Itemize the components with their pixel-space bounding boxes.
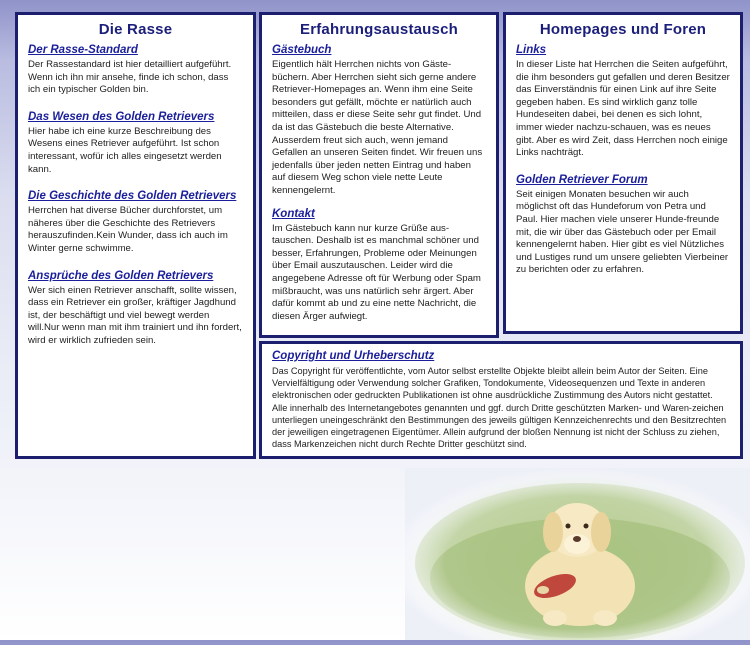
link-kontakt[interactable]: Kontakt <box>272 207 315 220</box>
section-text: Wer sich einen Retriever anschafft, sollte wissen, dass ein Retriever ein großer, kräftiger Jagdhund ist, der beschäftigt und viel bewegt werden will.Nur wenn man mit ihm trainiert und ihn fordert, wird er wirklich zufrieden sein. <box>28 284 242 346</box>
link-gaestebuch[interactable]: Gästebuch <box>272 44 332 56</box>
link-rasse-standard[interactable]: Der Rasse-Standard <box>28 44 138 56</box>
section-geschichte <box>28 190 243 255</box>
link-geschichte[interactable]: Die Geschichte des Golden Retrievers <box>28 190 237 203</box>
panel-homepages-foren <box>503 12 743 334</box>
section-rasse-standard <box>28 44 243 97</box>
panel-erfahrungsaustausch <box>259 12 499 338</box>
section-wesen <box>28 111 243 176</box>
link-links[interactable]: Links <box>516 44 547 56</box>
link-ansprueche[interactable]: Ansprüche des Golden Retrievers <box>28 269 214 282</box>
section-text: Seit einigen Monaten besuchen wir auch möglichst oft das Hundeforum von Petra und Paul. Hier machen viele unserer Hunde-freunde mit, die wir über das Gästebuch oder per Email kennengelernt haben. Hier gibt es viel Nützliches und Lustiges rund um unsere geliebten Vierbeiner zu berichten oder zu erfahren. <box>516 188 729 276</box>
copyright-text: Das Copyright für veröffentlichte, vom Autor selbst erstellte Objekte bleibt allein beim Autor der Seiten. Eine Vervielfältigung oder Verwendung solcher Grafiken, Tondokumente, Videosequenzen und Texte in anderen elektronischen oder gedruckten Publikationen ist ohne ausdrückliche Zustimmung des Autors nicht gestattet. Alle innerhalb des Internetangebotes genannten und ggf. durch Dritte geschützten Marken- und Waren-zeichen unterliegen uneingeschränkt den Bestimmungen des jeweils gültigen Kennzeichenrechts und den Besitzrechten der jeweiligen eingetragenen Eigentümer. Allein aufgrund der bloßen Nennung ist nicht der Schluss zu ziehen, dass Markenzeichen nicht durch Rechte Dritter geschützt sind. <box>272 366 727 450</box>
panel-copyright <box>259 341 743 459</box>
section-forum <box>516 174 730 277</box>
panel-title: Homepages und Foren <box>539 21 707 38</box>
link-wesen[interactable]: Das Wesen des Golden Retrievers <box>28 110 215 123</box>
section-text: Herrchen hat diverse Bücher durchforstet, um näheres über die Geschichte des Retrievers herauszufinden.Kein Wunder, dass ich auch im Winter gerne schwimme. <box>28 205 228 254</box>
golden-retriever-photo <box>405 468 750 640</box>
section-links <box>516 44 730 160</box>
dog-illustration-icon <box>405 468 750 640</box>
section-ansprueche <box>28 270 243 348</box>
link-forum[interactable]: Golden Retriever Forum <box>516 173 648 186</box>
section-text: In dieser Liste hat Herrchen die Seiten aufgeführt, die ihm besonders gut gefallen und deren Besitzer das Einverständnis für einen Link auf ihre Seite gegeben haben. Es sind wirklich ganz tolle Hundeseiten dabei, bei denen es sich lohnt, immer wieder nachzu-schauen, was es neues gibt. Aber es wird Zeit, dass Herrchen noch einige Links nachträgt. <box>516 59 730 159</box>
section-text: Der Rassestandard ist hier detailliert aufgeführt. Wenn ich ihn mir ansehe, finde ich schon, dass ich ein typischer Golden bin. <box>28 59 232 96</box>
section-text: Im Gästebuch kann nur kurze Grüße aus-tauschen. Deshalb ist es manchmal schöner und besser, Erfahrungen, Probleme oder Meinungen über Email auszutauschen. Leider wird die angegebene Adresse oft für Werbung oder Spam mißbraucht, was uns natürlich sehr ärgert. Aber dafür kommt ab und zu eine nette Nachricht, die diesen Ärger aufwiegt. <box>272 222 481 322</box>
panel-title: Erfahrungsaustausch <box>299 21 458 38</box>
section-text: Hier habe ich eine kurze Beschreibung des Wesens eines Retriever aufgeführt. Ist schon interessant, wofür ich alles eingesetzt werden kann. <box>28 125 222 175</box>
section-gaestebuch <box>272 44 486 198</box>
section-kontakt <box>272 208 486 324</box>
panel-die-rasse <box>15 12 256 459</box>
link-copyright[interactable]: Copyright und Urheberschutz <box>272 350 435 362</box>
panel-title: Die Rasse <box>98 21 173 38</box>
section-text: Eigentlich hält Herrchen nichts von Gäste-büchern. Aber Herrchen sieht sich gerne andere Retriever-Homepages an. Wenn ihm eine Seite besonders gut gefällt, möchte er natürlich auch mitteilen, dass er diese Seite sehr gut findet. Und da ist das Gästebuch die beste Alternative. Ausserdem freut sich auch, wenn jemand Gefallen an unseren Seiten findet. Wir freuen uns jedenfalls über jeden netten Eintrag und haben auf diesem Weg schon viele nette Leute kennengelernt. <box>272 59 483 196</box>
